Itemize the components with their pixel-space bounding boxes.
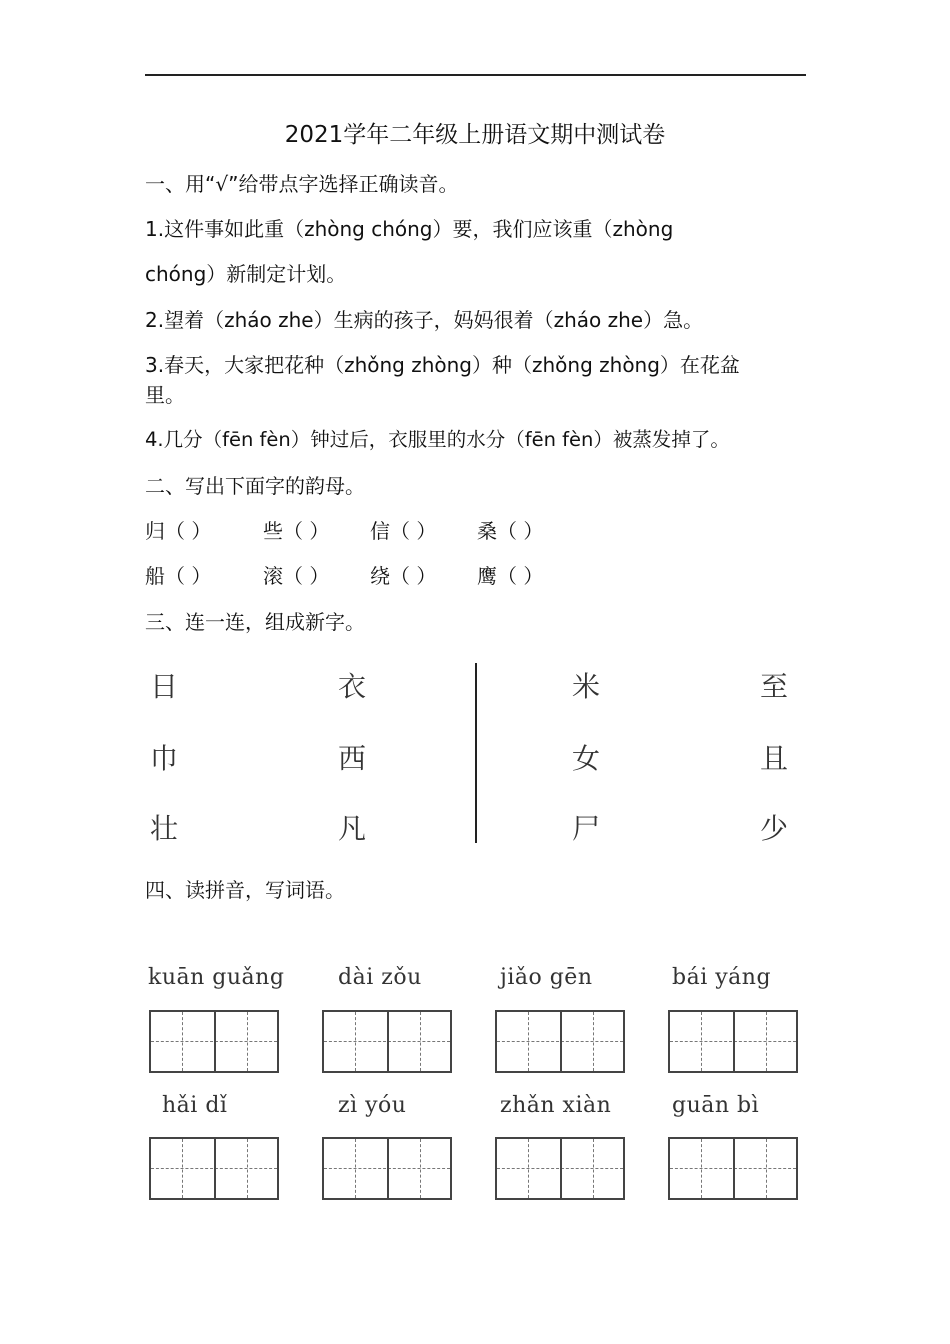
writing-grid[interactable] [668,1010,798,1073]
pinyin-label: dài zǒu [338,965,422,990]
vowel-item: 船（ ） [145,564,212,588]
page-title: 2021学年二年级上册语文期中测试卷 [284,122,666,148]
question-4: 4.几分（fēn fèn）钟过后，衣服里的水分（fēn fèn）被蒸发掉了。 [145,428,730,451]
match-char[interactable]: 尸 [572,812,601,845]
question-2: 2.望着（zháo zhe）生病的孩子，妈妈很着（zháo zhe）急。 [145,308,704,332]
writing-grid[interactable] [149,1137,279,1200]
vowel-item: 信（ ） [370,519,437,543]
writing-grid[interactable] [322,1010,452,1073]
writing-grid[interactable] [149,1010,279,1073]
section3-heading: 三、连一连，组成新字。 [145,610,365,634]
pinyin-label: zì yóu [338,1093,407,1118]
section2-heading: 二、写出下面字的韵母。 [145,474,365,498]
match-char[interactable]: 壮 [150,812,179,845]
match-char[interactable]: 女 [572,742,601,775]
top-rule [145,74,806,76]
pinyin-label: hǎi dǐ [162,1093,228,1118]
match-char[interactable]: 米 [572,670,601,703]
match-divider [475,663,477,843]
match-char[interactable]: 凡 [338,812,367,845]
vowel-item: 桑（ ） [477,519,544,543]
vowel-item: 绕（ ） [370,564,437,588]
match-char[interactable]: 巾 [150,742,179,775]
question-3-line2: 里。 [145,383,185,407]
vowel-item: 归（ ） [145,519,212,543]
writing-grid[interactable] [495,1010,625,1073]
question-3-line1: 3.春天，大家把花种（zhǒng zhòng）种（zhǒng zhòng）在花盆 [145,353,740,377]
section4-heading: 四、读拼音，写词语。 [145,878,345,902]
vowel-item: 鹰（ ） [477,564,544,588]
writing-grid[interactable] [322,1137,452,1200]
match-char[interactable]: 且 [760,742,789,775]
pinyin-label: kuān guǎng [148,965,285,990]
match-char[interactable]: 日 [150,670,179,703]
section1-heading: 一、用“√”给带点字选择正确读音。 [145,172,459,196]
question-1-line1: 1.这件事如此重（zhòng chóng）要，我们应该重（zhòng [145,217,674,241]
pinyin-label: guān bì [672,1093,760,1118]
match-char[interactable]: 衣 [338,670,367,703]
pinyin-label: bái yáng [672,965,772,990]
pinyin-label: zhǎn xiàn [500,1093,612,1118]
match-char[interactable]: 至 [760,670,789,703]
match-char[interactable]: 少 [760,812,789,845]
writing-grid[interactable] [495,1137,625,1200]
pinyin-label: jiǎo gēn [500,965,593,990]
match-char[interactable]: 西 [338,742,367,775]
vowel-item: 滚（ ） [263,564,330,588]
question-1-line2: chóng）新制定计划。 [145,262,347,286]
vowel-item: 些（ ） [263,519,330,543]
writing-grid[interactable] [668,1137,798,1200]
